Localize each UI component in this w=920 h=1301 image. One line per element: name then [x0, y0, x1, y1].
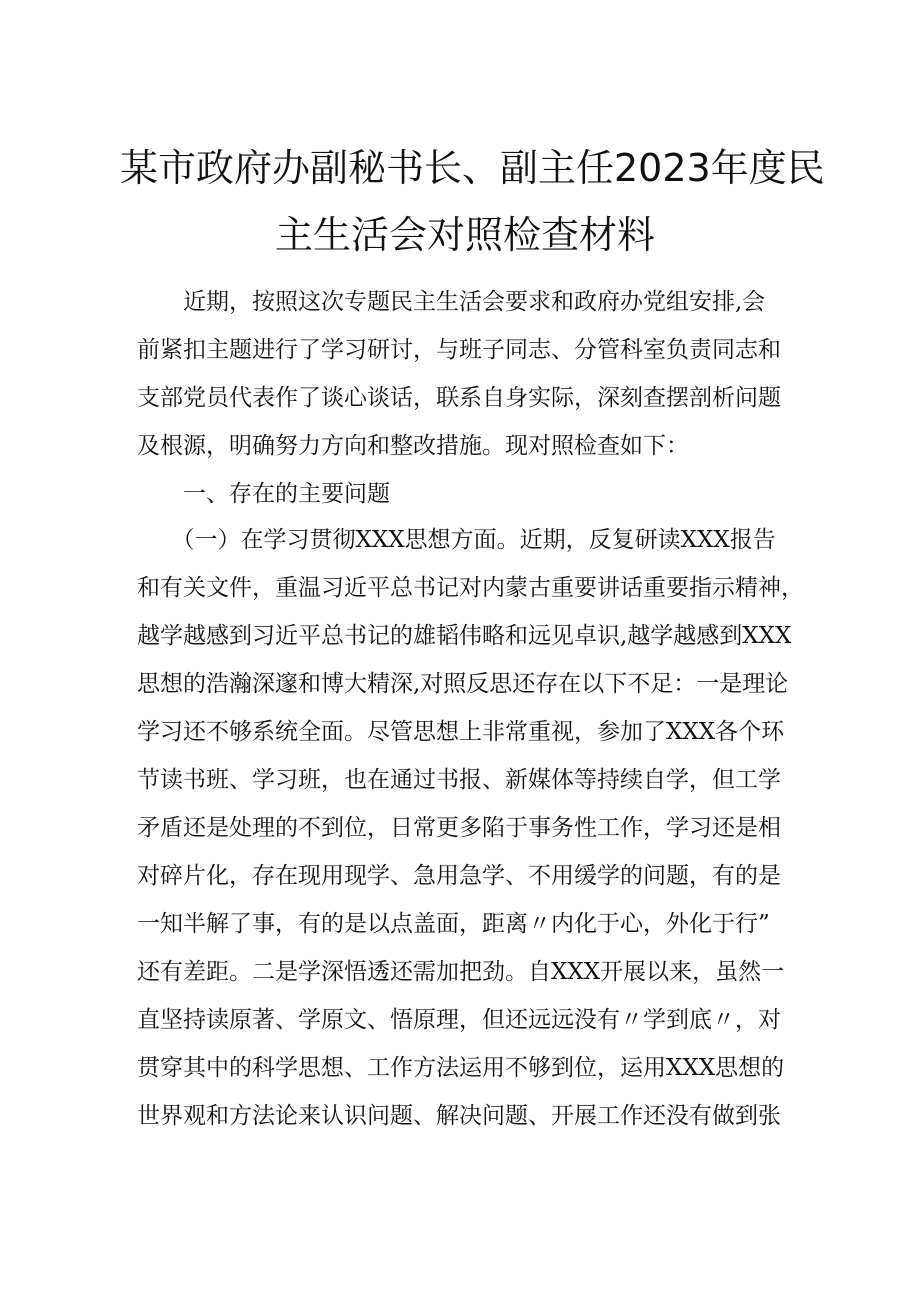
section-line: 还有差距。二是学深悟透还需加把劲。自XXX开展以来，虽然一 — [137, 959, 785, 985]
section-line: 直坚持读原著、学原文、悟原理，但还远远没有〃学到底〃，对 — [137, 1007, 781, 1033]
section-line: 矛盾还是处理的不到位，日常更多陷于事务性工作，学习还是相 — [137, 815, 781, 841]
intro-line: 前紧扣主题进行了学习研讨，与班子同志、分管科室负责同志和 — [137, 337, 781, 363]
section-paragraph — [137, 516, 807, 1140]
section-line: 一知半解了事，有的是以点盖面，距离〃内化于心，外化于行” — [137, 911, 770, 937]
section-line: 贯穿其中的科学思想、工作方法运用不够到位，运用XXX思想的 — [137, 1055, 785, 1081]
section-heading-text: 一、存在的主要问题 — [137, 481, 390, 507]
intro-line: 及根源，明确努力方向和整改措施。现对照检查如下： — [137, 433, 689, 459]
intro-line: 近期，按照这次专题民主生活会要求和政府办党组安排,会 — [137, 289, 766, 315]
section-line: 世界观和方法论来认识问题、解决问题、开展工作还没有做到张 — [137, 1103, 781, 1129]
section-line: 和有关文件，重温习近平总书记对内蒙古重要讲话重要指示精神， — [137, 575, 804, 601]
section-line: 越学越感到习近平总书记的雄韬伟略和远见卓识,越学越感到XXX — [137, 623, 792, 649]
document-title-line-1: 某市政府办副秘书长、副主任2023年度民 — [120, 146, 825, 190]
section-line: 学习还不够系统全面。尽管思想上非常重视，参加了XXX各个环 — [137, 719, 785, 745]
section-heading — [137, 470, 807, 518]
intro-line: 支部党员代表作了谈心谈话，联系自身实际，深刻查摆剖析问题 — [137, 385, 781, 411]
section-line: （一）在学习贯彻XXX思想方面。近期，反复研读XXX报告 — [137, 527, 776, 553]
intro-paragraph — [137, 278, 807, 470]
section-line: 思想的浩瀚深邃和博大精深,对照反思还存在以下不足：一是理论 — [137, 671, 789, 697]
document-title-line-2: 主生活会对照检查材料 — [274, 213, 655, 257]
section-line: 对碎片化，存在现用现学、急用急学、不用缓学的问题，有的是 — [137, 863, 781, 889]
section-line: 节读书班、学习班，也在通过书报、新媒体等持续自学，但工学 — [137, 767, 781, 793]
